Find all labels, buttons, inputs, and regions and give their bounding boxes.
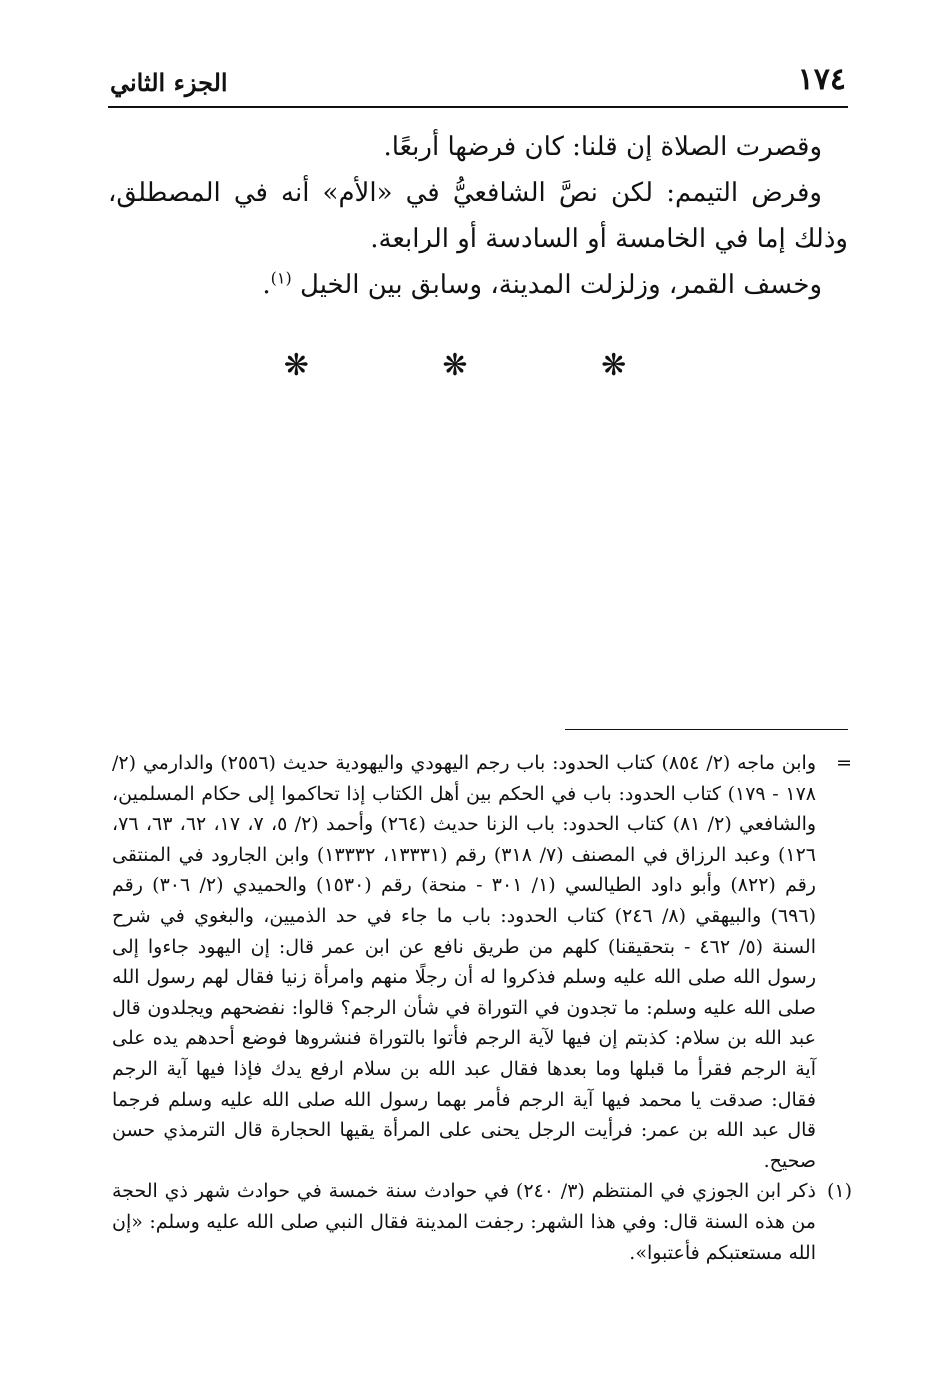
paragraph: [108, 262, 848, 308]
footnote-continuation: [112, 748, 852, 1176]
page-number: ١٧٤: [797, 62, 846, 97]
main-text: [108, 124, 848, 308]
paragraph: وفرض التيمم: لكن نصَّ الشافعيُّ في «الأم» أنه في المصطلق، وذلك إما في الخامسة أو السادسة أو الرابعة.: [108, 178, 848, 254]
paragraph-text: وخسف القمر، وزلزلت المدينة، وسابق بين الخيل: [300, 270, 822, 300]
footnote-text: ذكر ابن الجوزي في المنتظم (٣/ ٢٤٠) في حوادث سنة خمسة في حوادث شهر ذي الحجة من هذه السنة قال: وفي هذا الشهر: رجفت المدينة فقال النبي صلى الله عليه وسلم: «إن الله مستعتبكم فأعتبوا».: [112, 1180, 816, 1264]
section-divider-ornament: [0, 348, 950, 383]
paragraph-end: .: [262, 270, 271, 300]
asterism-icon: ❋: [283, 348, 349, 383]
running-title: الجزء الثاني: [110, 68, 228, 97]
page-header: [108, 56, 848, 108]
paragraph: وقصرت الصلاة إن قلنا: كان فرضها أربعًا.: [383, 132, 822, 162]
footnote-marker: =: [836, 752, 852, 774]
footnotes: [112, 748, 852, 1268]
footnote-separator: [565, 729, 848, 730]
asterism-icon: ❋: [601, 348, 667, 383]
footnote-marker: (١): [826, 1180, 852, 1203]
footnote-text: وابن ماجه (٢/ ٨٥٤) كتاب الحدود: باب رجم اليهودي واليهودية حديث (٢٥٥٦) والدارمي (٢/ ١٧٨ - ١٧٩) كتاب الحدود: باب في الحكم بين أهل الكتاب إذا تحاكموا إلى حكام المسلمين، والشافعي (٢/ ٨١) كتاب الحدود: باب الزنا حديث (٢٦٤) وأحمد (٢/ ٥، ٧، ١٧، ٦٢، ٦٣، ٧٦، ١٢٦) وعبد الرزاق في المصنف (٧/ ٣١٨) رقم (١٣٣٣١، ١٣٣٣٢) وابن الجارود في المنتقى رقم (٨٢٢) وأبو داود الطيالسي (١/ ٣٠١ - منحة) رقم (١٥٣٠) والحميدي (٢/ ٣٠٦) رقم (٦٩٦) والبيهقي (٨/ ٢٤٦) كتاب الحدود: باب ما جاء في حد الذميين، والبغوي في شرح السنة (٥/ ٤٦٢ - بتحقيقنا) كلهم من طريق نافع عن ابن عمر قال: إن اليهود جاءوا إلى رسول الله صلى الله عليه وسلم فذكروا له أن رجلًا منهم وامرأة زنيا فقال لهم رسول الله صلى الله عليه وسلم: ما تجدون في التوراة في شأن الرجم؟ قالوا: نفضحهم ويجلدون قال عبد الله بن سلام: كذبتم إن فيها لآية الرجم فأتوا بالتوراة فنشروها فوضع أحدهم يده على آية الرجم فقرأ ما قبلها وما بعدها فقال عبد الله بن سلام ارفع يدك فإذا فيها آية الرجم فقال: صدقت يا محمد فيها آية الرجم فأمر بهما رسول الله صلى الله عليه وسلم فرجما قال عبد الله بن عمر: فرأيت الرجل يحنى على المرأة يقيها الحجارة قال الترمذي حسن صحيح.: [112, 752, 817, 1172]
footnote-1: [112, 1176, 852, 1268]
asterism-icon: ❋: [442, 348, 508, 383]
footnote-reference: (١): [270, 268, 292, 288]
